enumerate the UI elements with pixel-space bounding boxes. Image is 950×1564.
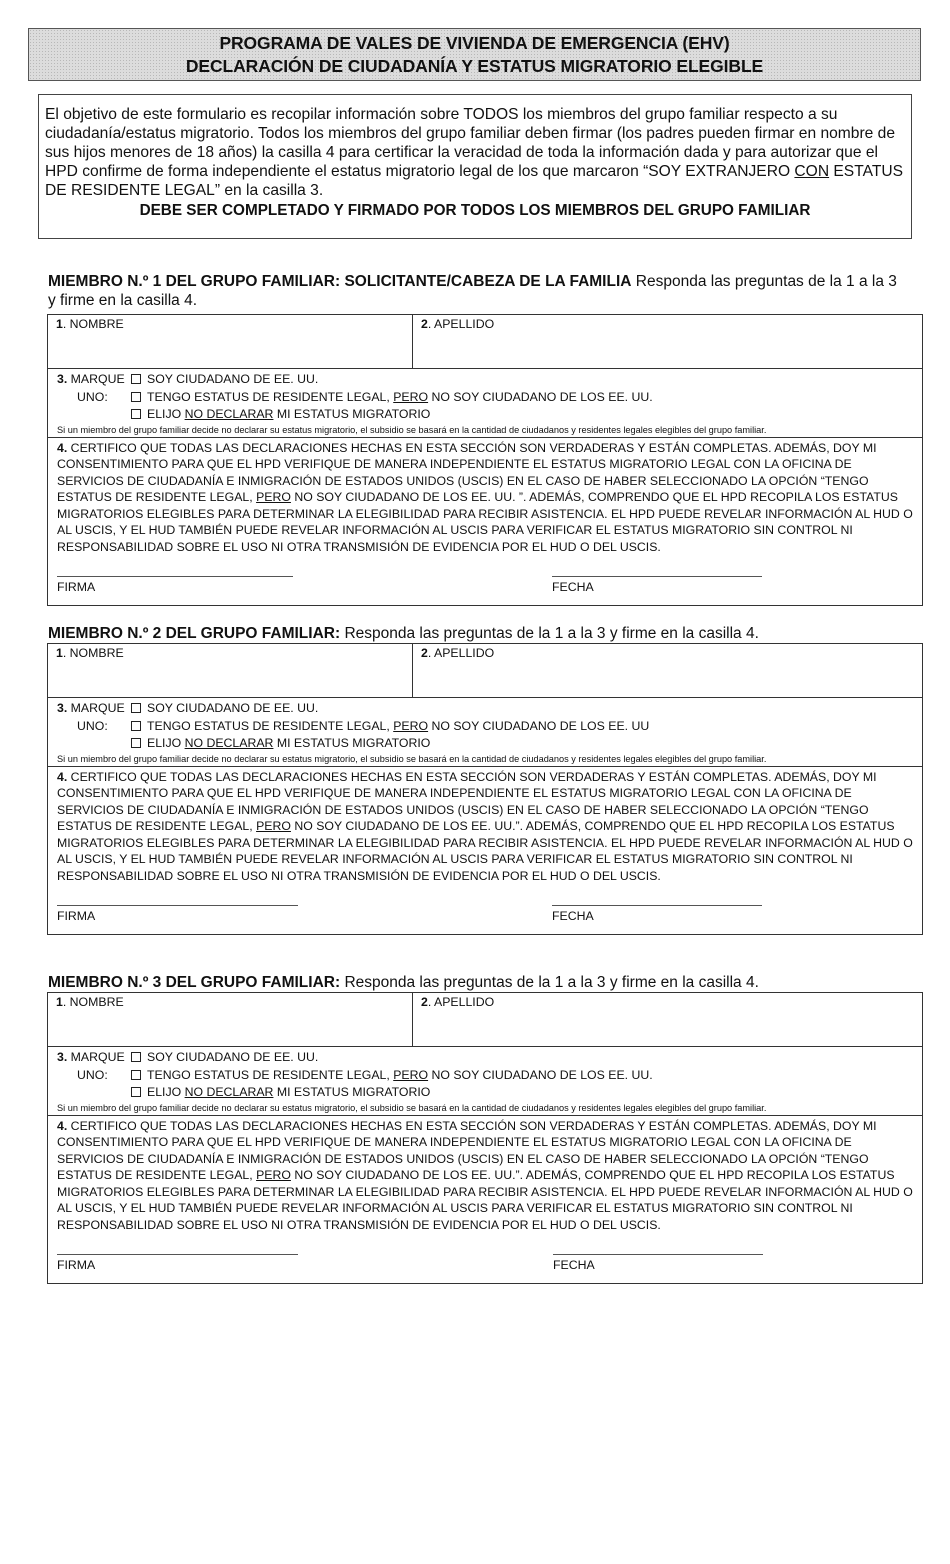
member-1-title xyxy=(48,272,898,310)
certification-underlined: PERO xyxy=(256,490,291,504)
q3-uno: UNO: xyxy=(77,389,108,404)
q2-label: . APELLIDO xyxy=(427,317,495,331)
form-header xyxy=(28,28,921,81)
q1-label: . NOMBRE xyxy=(62,995,124,1009)
member-2-signature-line[interactable] xyxy=(57,905,298,906)
option-legal-resident-underlined: PERO xyxy=(393,389,429,404)
q4-number: 4. xyxy=(57,440,68,455)
member-2-last-name-field[interactable] xyxy=(413,644,922,697)
q3-uno: UNO: xyxy=(77,718,108,733)
option-decline: ELIJO xyxy=(147,736,185,750)
option-legal-resident: TENGO ESTATUS DE RESIDENTE LEGAL, xyxy=(147,389,394,404)
option-decline-underlined: NO DECLARAR xyxy=(184,407,274,421)
q1-number: 1 xyxy=(56,646,63,660)
member-3-last-name-field[interactable] xyxy=(413,993,922,1046)
option-decline: ELIJO xyxy=(147,1085,185,1099)
member-2-section xyxy=(47,643,923,935)
q3-marque: MARQUE xyxy=(67,1050,125,1064)
member-2-certification xyxy=(48,767,922,935)
q3-marque: MARQUE xyxy=(67,372,125,386)
option-decline-end: MI ESTATUS MIGRATORIO xyxy=(273,736,431,750)
certification-text-end: NO SOY CIUDADANO DE LOS EE. UU. ”. ADEMÁS, COMPRENDO QUE EL HPD RECOPILA LOS ESTATUS MIGRATORIOS ELEGIBLES PARA DETERMINAR LA ELEGIBILIDAD PARA RECIBIR ASISTENCIA. EL HPD PUEDE REVELAR INFORMACIÓN AL HUD O AL USCIS, Y EL HUD TAMBIÉN PUEDE REVELAR INFORMACIÓN AL USCIS PARA VERIFICAR EL ESTATUS MIGRATORIO SIN CONTROL NI RESPONSABILIDAD SOBRE EL USO NI OTRA TRANSMISIÓN DE EVIDENCIA POR EL HUD O DEL USCIS. xyxy=(57,490,913,554)
member-1-citizen-checkbox[interactable] xyxy=(131,374,141,384)
option-legal-resident-end: NO SOY CIUDADANO DE LOS EE. UU. xyxy=(428,1067,653,1082)
option-citizen: SOY CIUDADANO DE EE. UU. xyxy=(147,1050,319,1064)
form-title-line-1: PROGRAMA DE VALES DE VIVIENDA DE EMERGENCIA (EHV) xyxy=(219,33,730,53)
certification-text: CERTIFICO QUE TODAS LAS DECLARACIONES HECHAS EN ESTA SECCIÓN SON VERDADERAS Y ESTÁN COMPLETAS. ADEMÁS, DOY MI CONSENTIMIENTO PARA QUE EL HPD VERIFIQUE DE MANERA INDEPENDIENTE EL ESTATUS MIGRATORIO LEGAL CON LA OFICINA DE SERVICIOS DE CIUDADANÍA E INMIGRACIÓN DE ESTADOS UNIDOS (USCIS) EN EL CASO DE HABER SELECCIONADO LA OPCIÓN “TENGO ESTATUS DE RESIDENTE LEGAL, xyxy=(57,769,877,833)
q1-number: 1 xyxy=(56,995,63,1009)
option-citizen: SOY CIUDADANO DE EE. UU. xyxy=(147,701,319,715)
certification-text: CERTIFICO QUE TODAS LAS DECLARACIONES HECHAS EN ESTA SECCIÓN SON VERDADERAS Y ESTÁN COMPLETAS. ADEMÁS, DOY MI CONSENTIMIENTO PARA QUE EL HPD VERIFIQUE DE MANERA INDEPENDIENTE EL ESTATUS MIGRATORIO LEGAL CON LA OFICINA DE SERVICIOS DE CIUDADANÍA E INMIGRACIÓN DE ESTADOS UNIDOS (USCIS) EN EL CASO DE HABER SELECCIONADO LA OPCIÓN “TENGO ESTATUS DE RESIDENTE LEGAL, xyxy=(57,440,877,504)
q2-number: 2 xyxy=(421,995,428,1009)
certification-text-end: NO SOY CIUDADANO DE LOS EE. UU.”. ADEMÁS, COMPRENDO QUE EL HPD RECOPILA LOS ESTATUS MIGRATORIOS ELEGIBLES PARA DETERMINAR LA ELEGIBILIDAD PARA RECIBIR ASISTENCIA. EL HPD PUEDE REVELAR INFORMACIÓN AL HUD O AL USCIS, Y EL HUD TAMBIÉN PUEDE REVELAR INFORMACIÓN AL USCIS PARA VERIFICAR EL ESTATUS MIGRATORIO SIN CONTROL NI RESPONSABILIDAD SOBRE EL USO NI OTRA TRANSMISIÓN DE EVIDENCIA POR EL HUD O DEL USCIS. xyxy=(57,1168,913,1232)
option-legal-resident: TENGO ESTATUS DE RESIDENTE LEGAL, xyxy=(147,718,394,733)
certification-text: CERTIFICO QUE TODAS LAS DECLARACIONES HECHAS EN ESTA SECCIÓN SON VERDADERAS Y ESTÁN COMPLETAS. ADEMÁS, DOY MI CONSENTIMIENTO PARA QUE EL HPD VERIFIQUE DE MANERA INDEPENDIENTE EL ESTATUS MIGRATORIO LEGAL CON LA OFICINA DE SERVICIOS DE CIUDADANÍA E INMIGRACIÓN DE ESTADOS UNIDOS (USCIS) EN EL CASO DE HABER SELECCIONADO LA OPCIÓN “TENGO ESTATUS DE RESIDENTE LEGAL, xyxy=(57,1118,877,1182)
member-1-last-name-field[interactable] xyxy=(413,315,922,368)
member-3-date-line[interactable] xyxy=(553,1254,763,1255)
decline-note: Si un miembro del grupo familiar decide no declarar su estatus migratorio, el subsidio se basará en la cantidad de ciudadanos y residentes legales elegibles del grupo familiar. xyxy=(57,424,767,435)
q4-number: 4. xyxy=(57,1118,68,1133)
option-decline-underlined: NO DECLARAR xyxy=(184,736,274,750)
member-3-decline-checkbox[interactable] xyxy=(131,1087,141,1097)
date-label: FECHA xyxy=(553,1258,595,1272)
signature-label: FIRMA xyxy=(57,909,96,923)
member-1-title-bold: MIEMBRO N.º 1 DEL GRUPO FAMILIAR: SOLICITANTE/CABEZA DE LA FAMILIA xyxy=(48,273,632,290)
intro-text-end: ESTATUS DE RESIDENTE LEGAL” en la casilla 3. xyxy=(45,163,904,199)
member-1-legal-resident-checkbox[interactable] xyxy=(131,392,141,402)
decline-note: Si un miembro del grupo familiar decide no declarar su estatus migratorio, el subsidio se basará en la cantidad de ciudadanos y residentes legales elegibles del grupo familiar. xyxy=(57,753,767,764)
q3-number: 3. xyxy=(57,701,68,715)
signature-label: FIRMA xyxy=(57,580,96,594)
q2-label: . APELLIDO xyxy=(427,995,495,1009)
intro-text: El objetivo de este formulario es recopilar información sobre TODOS los miembros del grupo familiar respecto a su ciudadanía/estatus migratorio. Todos los miembros del grupo familiar deben firmar (los padres pueden firmar en nombre de sus hijos menores de 18 años) la casilla 4 para certificar la veracidad de toda la información dada y para autorizar que el HPD confirme de forma independiente el estatus migratorio legal de los que marcaron “SOY EXTRANJERO xyxy=(45,106,896,180)
form-title-line-2: DECLARACIÓN DE CIUDADANÍA Y ESTATUS MIGRATORIO ELEGIBLE xyxy=(185,56,764,76)
member-1-title-rest: Responda las preguntas de la 1 a la 3 y firme en la casilla 4. xyxy=(48,273,897,309)
option-legal-resident-end: NO SOY CIUDADANO DE LOS EE. UU xyxy=(428,718,650,733)
decline-note: Si un miembro del grupo familiar decide no declarar su estatus migratorio, el subsidio se basará en la cantidad de ciudadanos y residentes legales elegibles del grupo familiar. xyxy=(57,1102,767,1113)
q3-number: 3. xyxy=(57,372,68,386)
member-2-date-line[interactable] xyxy=(552,905,762,906)
option-citizen: SOY CIUDADANO DE EE. UU. xyxy=(147,372,319,386)
q2-label: . APELLIDO xyxy=(427,646,495,660)
intro-text-underlined: CON xyxy=(794,163,830,180)
certification-underlined: PERO xyxy=(256,819,291,833)
member-3-status-question xyxy=(48,1047,922,1116)
certification-underlined: PERO xyxy=(256,1168,291,1182)
intro-instruction: DEBE SER COMPLETADO Y FIRMADO POR TODOS LOS MIEMBROS DEL GRUPO FAMILIAR xyxy=(139,202,811,219)
option-decline-end: MI ESTATUS MIGRATORIO xyxy=(273,407,431,421)
member-3-certification xyxy=(48,1116,922,1284)
member-3-signature-line[interactable] xyxy=(57,1254,298,1255)
member-1-certification xyxy=(48,438,922,606)
member-2-first-name-field[interactable] xyxy=(48,644,413,697)
member-3-citizen-checkbox[interactable] xyxy=(131,1052,141,1062)
member-1-first-name-field[interactable] xyxy=(48,315,413,368)
q3-number: 3. xyxy=(57,1050,68,1064)
date-label: FECHA xyxy=(552,909,594,923)
signature-label: FIRMA xyxy=(57,1258,96,1272)
member-1-status-question xyxy=(48,369,922,438)
member-2-decline-checkbox[interactable] xyxy=(131,738,141,748)
intro-box xyxy=(38,94,912,239)
date-label: FECHA xyxy=(552,580,594,594)
member-2-status-question xyxy=(48,698,922,767)
option-legal-resident-end: NO SOY CIUDADANO DE LOS EE. UU. xyxy=(428,389,653,404)
option-legal-resident-underlined: PERO xyxy=(393,1067,429,1082)
q1-number: 1 xyxy=(56,317,63,331)
option-decline: ELIJO xyxy=(147,407,185,421)
member-2-title xyxy=(48,624,898,643)
q3-marque: MARQUE xyxy=(67,701,125,715)
option-legal-resident-underlined: PERO xyxy=(393,718,429,733)
member-3-title xyxy=(48,973,898,992)
option-decline-end: MI ESTATUS MIGRATORIO xyxy=(273,1085,431,1099)
q2-number: 2 xyxy=(421,317,428,331)
member-2-citizen-checkbox[interactable] xyxy=(131,703,141,713)
member-2-legal-resident-checkbox[interactable] xyxy=(131,721,141,731)
q2-number: 2 xyxy=(421,646,428,660)
q3-uno: UNO: xyxy=(77,1067,108,1082)
member-1-date-line[interactable] xyxy=(552,576,762,577)
certification-text-end: NO SOY CIUDADANO DE LOS EE. UU.”. ADEMÁS, COMPRENDO QUE EL HPD RECOPILA LOS ESTATUS MIGRATORIOS ELEGIBLES PARA DETERMINAR LA ELEGIBILIDAD PARA RECIBIR ASISTENCIA. EL HPD PUEDE REVELAR INFORMACIÓN AL HUD O AL USCIS, Y EL HUD TAMBIÉN PUEDE REVELAR INFORMACIÓN AL USCIS PARA VERIFICAR EL ESTATUS MIGRATORIO SIN CONTROL NI RESPONSABILIDAD SOBRE EL USO NI OTRA TRANSMISIÓN DE EVIDENCIA POR EL HUD O DEL USCIS. xyxy=(57,819,913,883)
member-3-legal-resident-checkbox[interactable] xyxy=(131,1070,141,1080)
q1-label: . NOMBRE xyxy=(62,317,124,331)
q4-number: 4. xyxy=(57,769,68,784)
member-3-title-rest: Responda las preguntas de la 1 a la 3 y firme en la casilla 4. xyxy=(340,974,759,991)
member-1-decline-checkbox[interactable] xyxy=(131,409,141,419)
option-legal-resident: TENGO ESTATUS DE RESIDENTE LEGAL, xyxy=(147,1067,394,1082)
member-1-signature-line[interactable] xyxy=(57,576,293,577)
option-decline-underlined: NO DECLARAR xyxy=(184,1085,274,1099)
q1-label: . NOMBRE xyxy=(62,646,124,660)
member-3-section xyxy=(47,992,923,1284)
member-3-title-bold: MIEMBRO N.º 3 DEL GRUPO FAMILIAR: xyxy=(48,974,341,991)
member-2-title-rest: Responda las preguntas de la 1 a la 3 y firme en la casilla 4. xyxy=(340,625,759,642)
member-3-first-name-field[interactable] xyxy=(48,993,413,1046)
member-2-title-bold: MIEMBRO N.º 2 DEL GRUPO FAMILIAR: xyxy=(48,625,341,642)
member-1-section xyxy=(47,314,923,606)
